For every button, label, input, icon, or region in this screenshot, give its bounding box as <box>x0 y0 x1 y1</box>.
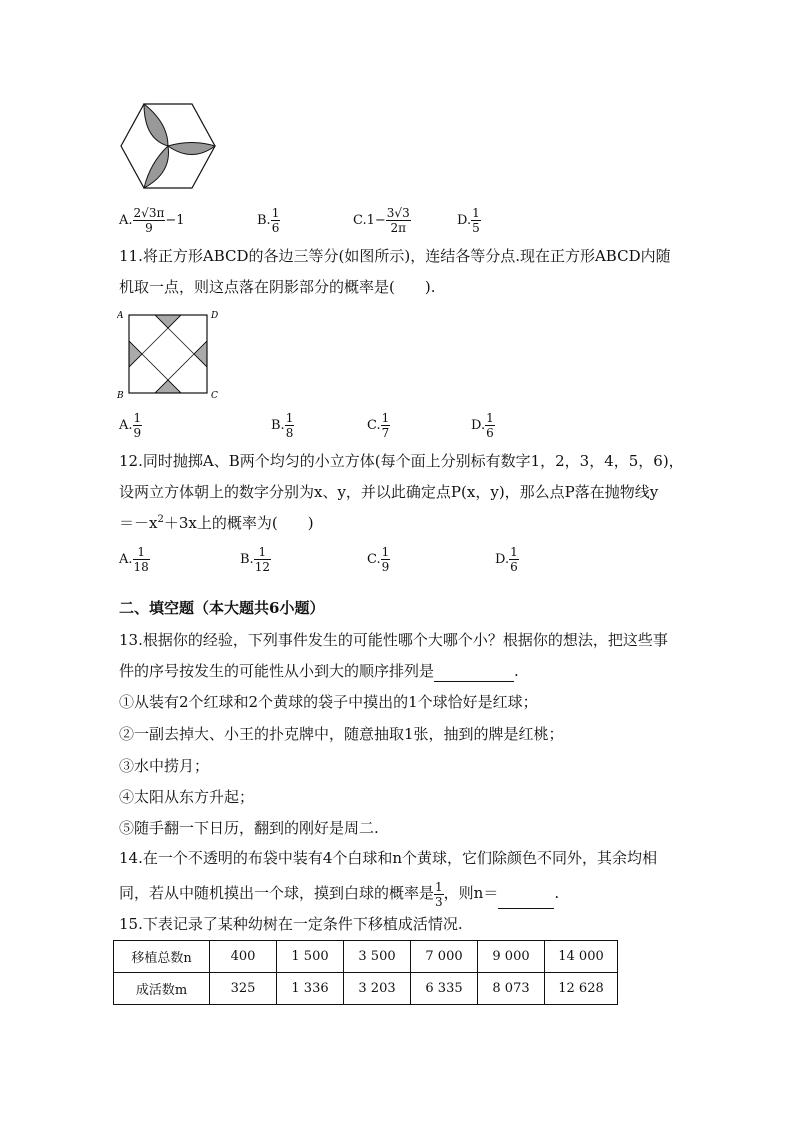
q11-option-d: D. $\frac{1}{6}$ <box>471 411 494 440</box>
q15-line-1: 15.下表记录了某种幼树在一定条件下移植成活情况. <box>119 915 463 933</box>
q13-item-4: ④太阳从东方升起； <box>119 788 255 806</box>
q13-item-2: ②一副去掉大、小王的扑克牌中，随意抽取1张，抽到的牌是红桃； <box>119 725 564 743</box>
table-row <box>114 941 618 973</box>
q10-option-d: D. $\frac{1}{5}$ <box>457 206 480 235</box>
table-cell: 325 <box>210 973 277 1005</box>
table-cell: 3 500 <box>344 941 411 973</box>
label-a: A <box>117 311 124 321</box>
q11-option-c: C. $\frac{1}{7}$ <box>367 411 390 440</box>
table-cell: 3 203 <box>344 973 411 1005</box>
q12-option-b: B. $\frac{1}{12}$ <box>240 545 270 574</box>
table-cell: 8 073 <box>478 973 545 1005</box>
table-cell: 1 500 <box>277 941 344 973</box>
q12-option-c: C. $\frac{1}{9}$ <box>367 545 390 574</box>
q14-answer-blank[interactable] <box>498 878 554 909</box>
table-cell: 7 000 <box>411 941 478 973</box>
q13-item-1: ①从装有2个红球和2个黄球的袋子中摸出的1个球恰好是红球； <box>119 693 538 711</box>
table-cell: 9 000 <box>478 941 545 973</box>
table-cell: 12 628 <box>545 973 618 1005</box>
q12-line-2: 设两立方体朝上的数字分别为x、y，并以此确定点P(x，y)，那么点P落在抛物线y <box>119 483 659 501</box>
q12-option-a: A. $\frac{1}{18}$ <box>119 545 149 574</box>
table-cell: 1 336 <box>277 973 344 1005</box>
hexagon-leaf-figure <box>120 103 216 189</box>
transplant-survival-table <box>113 940 618 1005</box>
square-abcd-figure <box>117 308 221 400</box>
q13-line-2: 件的序号按发生的可能性从小到大的顺序排列是 . <box>119 662 519 680</box>
table-cell: 移植总数n <box>114 941 210 973</box>
q10-option-a: A. $\frac{2√3\pi}{9}$ −1 <box>119 206 185 235</box>
q14-line-2: 同，若从中随机摸出一个球，摸到白球的概率是 $\frac{1}{3}$ ，则n＝ . <box>119 879 560 909</box>
q11-option-a: A. $\frac{1}{9}$ <box>119 411 142 440</box>
table-cell: 400 <box>210 941 277 973</box>
label-c: C <box>211 391 218 400</box>
q14-line-1: 14.在一个不透明的布袋中装有4个白球和n个黄球，它们除颜色不同外，其余均相 <box>119 849 658 867</box>
q11-line-2: 机取一点，则这点落在阴影部分的概率是( ). <box>119 278 436 296</box>
table-cell: 14 000 <box>545 941 618 973</box>
q13-answer-blank[interactable] <box>434 661 514 682</box>
q13-line-1: 13.根据你的经验，下列事件发生的可能性哪个大哪个小？根据你的想法，把这些事 <box>119 631 668 649</box>
q13-item-5: ⑤随手翻一下日历，翻到的刚好是周二. <box>119 819 379 837</box>
table-row <box>114 973 618 1005</box>
q13-item-3: ③水中捞月； <box>119 757 210 775</box>
q12-line-3: $=-x^2+3x$上的概率为( ) <box>119 514 314 532</box>
q11-option-b: B. $\frac{1}{8}$ <box>271 411 294 440</box>
q10-option-c: C.1− $\frac{3√3}{2\pi}$ <box>353 206 410 235</box>
q10-option-b: B. $\frac{1}{6}$ <box>257 206 280 235</box>
q12-line-1: 12.同时抛掷A、B两个均匀的小立方体(每个面上分别标有数字1，2，3，4，5，6)， <box>119 452 684 470</box>
q12-option-d: D. $\frac{1}{6}$ <box>495 545 518 574</box>
q11-line-1: 11.将正方形ABCD的各边三等分(如图所示)，连结各等分点.现在正方形ABCD内随 <box>119 247 671 265</box>
label-d: D <box>211 311 219 321</box>
label-b: B <box>117 391 124 400</box>
table-cell: 6 335 <box>411 973 478 1005</box>
table-cell: 成活数m <box>114 973 210 1005</box>
section-2-heading: 二、填空题（本大题共6小题） <box>119 599 325 617</box>
